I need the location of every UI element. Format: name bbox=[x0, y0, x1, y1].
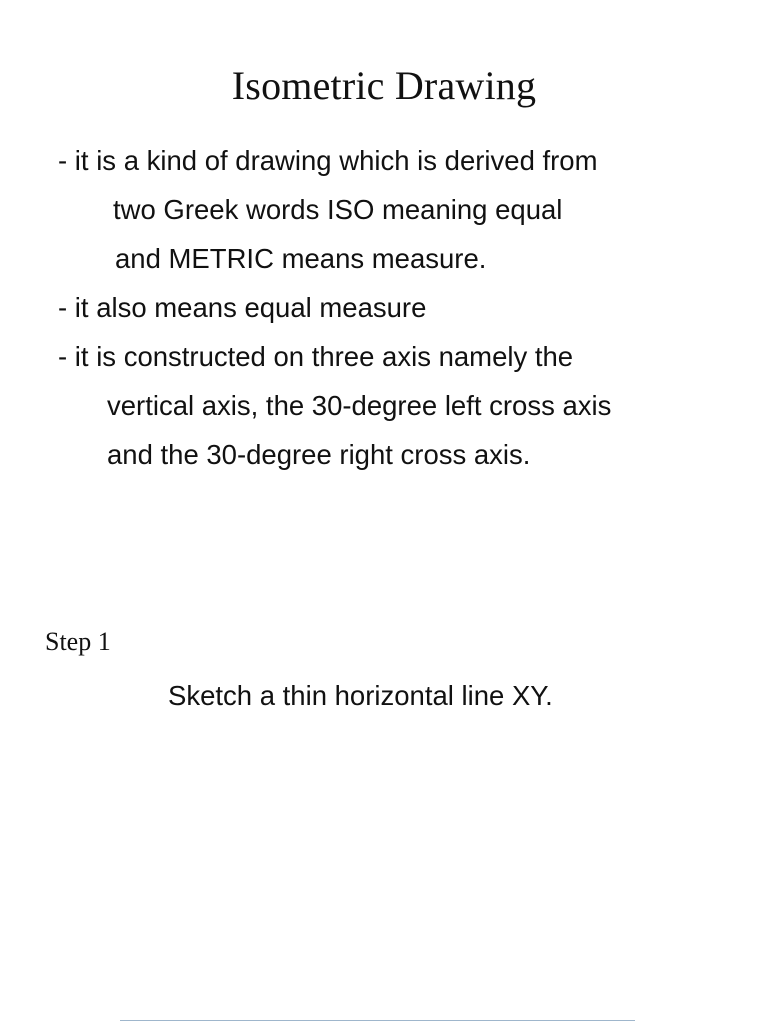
bullet-line: vertical axis, the 30-degree left cross axis bbox=[107, 390, 612, 421]
bullet-line: - it is constructed on three axis namely the bbox=[58, 341, 574, 372]
step-instruction: Sketch a thin horizontal line XY. bbox=[168, 680, 553, 711]
bullet-line: and the 30-degree right cross axis. bbox=[107, 439, 531, 470]
bullet-line: - it also means equal measure bbox=[58, 292, 427, 323]
step-label: Step 1 bbox=[45, 627, 111, 656]
footer-divider bbox=[120, 1020, 635, 1021]
bullet-line: two Greek words ISO meaning equal bbox=[113, 194, 563, 225]
bullet-line: - it is a kind of drawing which is derived from bbox=[58, 145, 598, 176]
slide-title: Isometric Drawing bbox=[231, 63, 537, 108]
bullet-line: and METRIC means measure. bbox=[115, 243, 487, 274]
